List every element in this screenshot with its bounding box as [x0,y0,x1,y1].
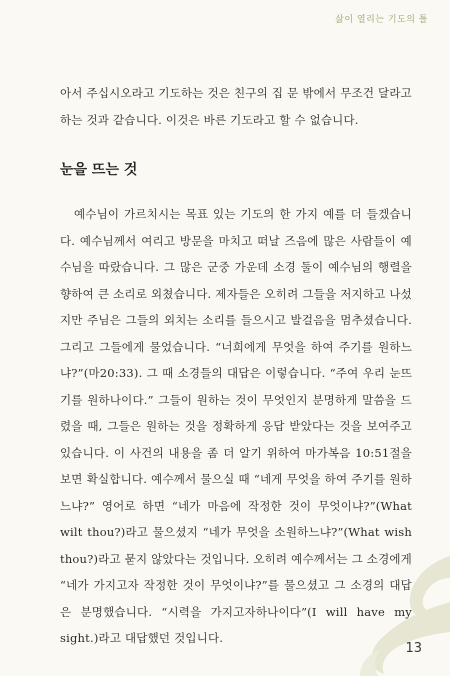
page-number: 13 [405,641,422,656]
running-title: 삶이 열리는 기도의 틀 [335,15,428,25]
corner-ornament [330,546,450,676]
intro-paragraph: 아서 주십시오라고 기도하는 것은 친구의 집 문 밖에서 무조건 달라고 하는 것과 같습니다. 이것은 바른 기도라고 할 수 없습니다. [60,86,412,127]
main-paragraph: 예수님이 가르치시는 목표 있는 기도의 한 가지 예를 더 들겠습니다. 예수님께서 여리고 방문을 마치고 떠날 즈음에 많은 사람들이 예수님을 따랐습니다. 그 많은 군중 가운데 소경 둘이 예수님의 행렬을 향하여 큰 소리로 외쳤습니다. 제자들은 오히려 그들을 저지하고 나섰지만 주님은 그들의 외치는 소리를 들으시고 발걸음을 멈추셨습니다. 그리고 그들에게 물었습니다. “너희에게 무엇을 하여 주기를 원하느냐?”(마20:33). 그 때 소경들의 대답은 이렇습니다. “주여 우리 눈뜨기를 원하나이다.” 그들이 원하는 것이 무엇인지 분명하게 말씀을 드렸을 때, 그들은 원하는 것을 정확하게 응답 받았다는 것을 보여주고 있습니다. 이 사건의 내용을 좀 더 알기 위하여 마가복음 10:51절을 보면 확실합니다. 예수께서 물으실 때 “네게 무엇을 하여 주기를 원하느냐?” 영어로 하면 “네가 마음에 작정한 것이 무엇이냐?”(What wilt thou?)라고 물으셨지 “네가 무엇을 소원하느냐?”(What wish thou?)라고 묻지 않았다는 것입니다. 오히려 예수께서는 그 소경에게 “네가 가지고자 작정한 것이 무엇이냐?”를 물으셨고 그 소경의 대답은 분명했습니다. “시력을 가지고자하나이다”(I will have my sight.)라고 대답했던 것입니다. [60,207,412,645]
section-heading: 눈을 뜨는 것 [60,162,138,178]
